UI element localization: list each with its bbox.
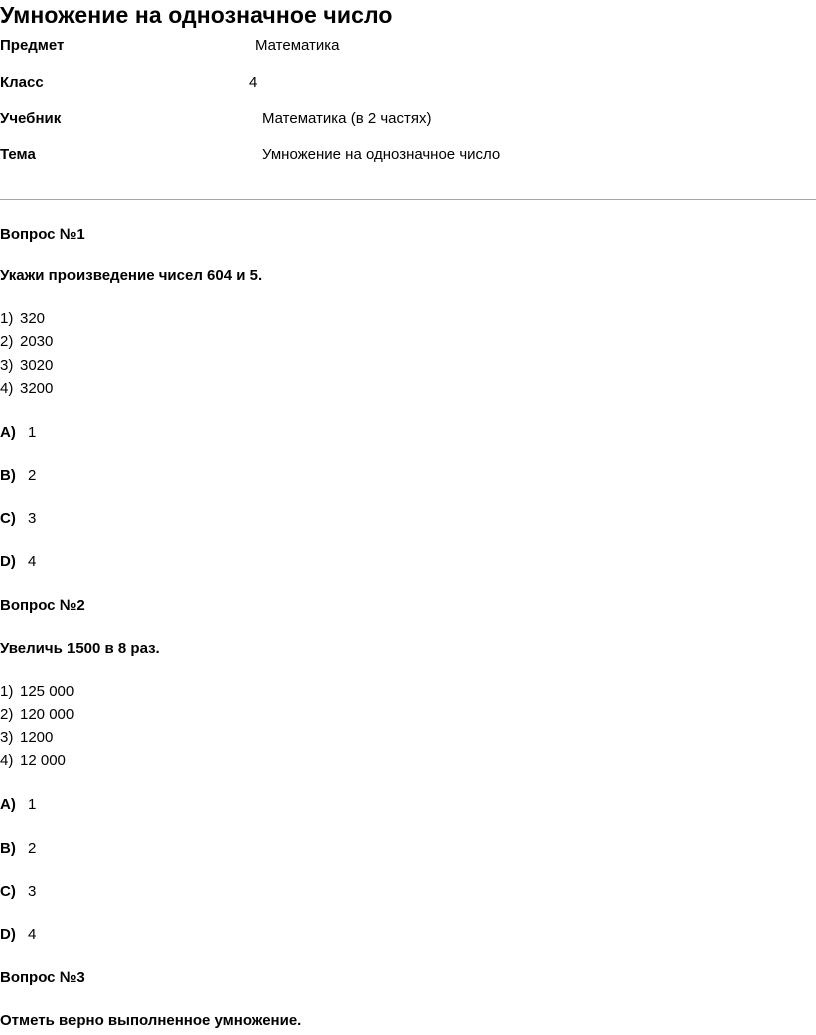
answer-letter: D) bbox=[0, 926, 16, 943]
option-text: 12 000 bbox=[20, 752, 66, 769]
question-1-option-2 bbox=[0, 333, 53, 350]
question-2-answer-d[interactable] bbox=[0, 926, 36, 943]
option-number: 1) bbox=[0, 683, 14, 700]
answer-letter: D) bbox=[0, 553, 16, 570]
answer-value: 1 bbox=[28, 796, 37, 813]
question-2-answer-a[interactable] bbox=[0, 796, 36, 813]
meta-label-grade: Класс bbox=[0, 74, 44, 91]
option-text: 3200 bbox=[20, 380, 54, 397]
meta-label-topic: Тема bbox=[0, 146, 36, 163]
question-1-answer-d[interactable] bbox=[0, 553, 36, 570]
option-text: 3020 bbox=[20, 357, 54, 374]
section-divider bbox=[0, 199, 816, 200]
question-2-answer-b[interactable] bbox=[0, 840, 36, 857]
option-text: 320 bbox=[20, 310, 46, 327]
meta-value-topic: Умножение на однозначное число bbox=[262, 146, 501, 163]
option-number: 2) bbox=[0, 706, 14, 723]
option-number: 4) bbox=[0, 752, 14, 769]
option-text: 125 000 bbox=[20, 683, 75, 700]
answer-letter: C) bbox=[0, 510, 16, 527]
answer-letter: B) bbox=[0, 467, 16, 484]
question-1-option-1 bbox=[0, 310, 45, 327]
meta-value-subject: Математика bbox=[255, 37, 340, 54]
question-1-option-3 bbox=[0, 357, 53, 374]
option-text: 2030 bbox=[20, 333, 54, 350]
question-2-number: Вопрос №2 bbox=[0, 597, 85, 614]
meta-value-textbook: Математика (в 2 частях) bbox=[262, 110, 432, 127]
answer-letter: B) bbox=[0, 840, 16, 857]
option-number: 2) bbox=[0, 333, 14, 350]
question-1-answer-c[interactable] bbox=[0, 510, 36, 527]
question-2-option-2 bbox=[0, 706, 74, 723]
document-title: Умножение на однозначное число bbox=[0, 2, 393, 28]
answer-value: 1 bbox=[28, 424, 37, 441]
answer-letter: A) bbox=[0, 796, 16, 813]
answer-value: 3 bbox=[28, 510, 37, 527]
option-text: 1200 bbox=[20, 729, 54, 746]
meta-value-grade: 4 bbox=[249, 74, 258, 91]
meta-label-subject: Предмет bbox=[0, 37, 65, 54]
question-2-option-1 bbox=[0, 683, 74, 700]
meta-label-textbook: Учебник bbox=[0, 110, 62, 127]
question-1-answer-a[interactable] bbox=[0, 424, 36, 441]
question-2-option-4 bbox=[0, 752, 66, 769]
answer-value: 3 bbox=[28, 883, 37, 900]
answer-value: 2 bbox=[28, 467, 37, 484]
question-1-number: Вопрос №1 bbox=[0, 226, 85, 243]
question-2-text: Увеличь 1500 в 8 раз. bbox=[0, 640, 160, 657]
option-number: 3) bbox=[0, 729, 14, 746]
question-2-option-3 bbox=[0, 729, 53, 746]
question-3-text: Отметь верно выполненное умножение. bbox=[0, 1012, 302, 1029]
option-number: 3) bbox=[0, 357, 14, 374]
question-1-text: Укажи произведение чисел 604 и 5. bbox=[0, 267, 263, 284]
answer-value: 2 bbox=[28, 840, 37, 857]
option-text: 120 000 bbox=[20, 706, 75, 723]
question-1-option-4 bbox=[0, 380, 53, 397]
question-1-answer-b[interactable] bbox=[0, 467, 36, 484]
answer-letter: C) bbox=[0, 883, 16, 900]
answer-value: 4 bbox=[28, 553, 37, 570]
answer-letter: A) bbox=[0, 424, 16, 441]
answer-value: 4 bbox=[28, 926, 37, 943]
option-number: 4) bbox=[0, 380, 14, 397]
option-number: 1) bbox=[0, 310, 14, 327]
question-3-number: Вопрос №3 bbox=[0, 969, 85, 986]
question-2-answer-c[interactable] bbox=[0, 883, 36, 900]
